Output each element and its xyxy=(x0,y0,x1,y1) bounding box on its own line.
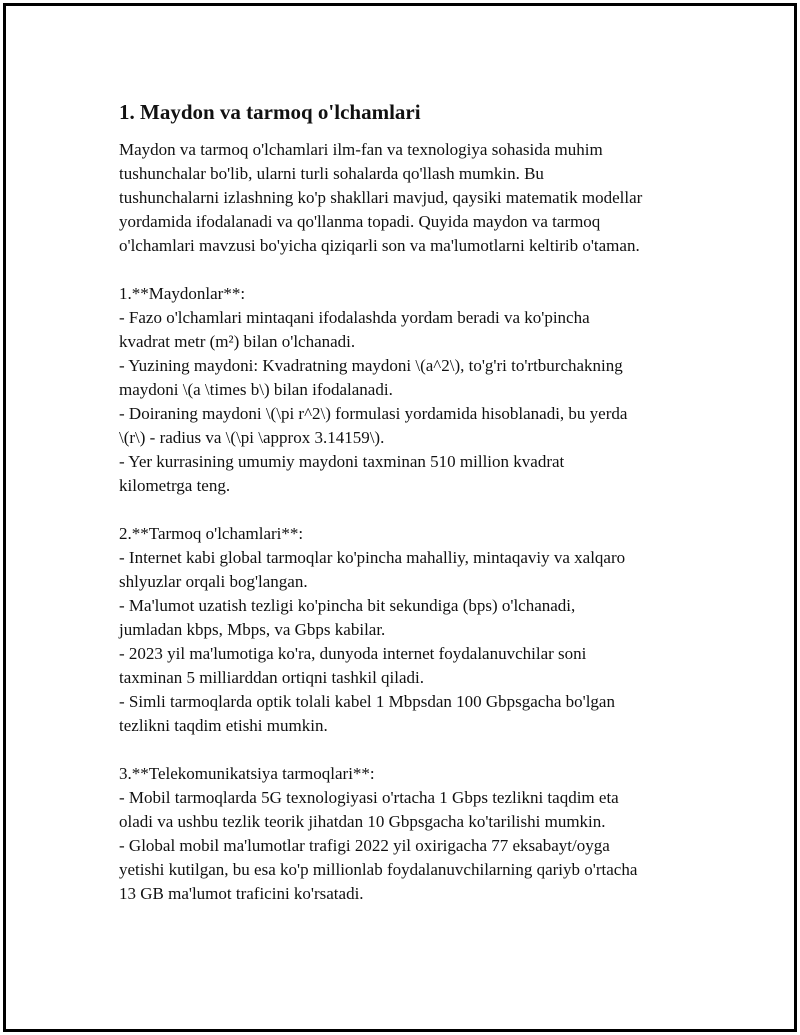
spacer xyxy=(119,258,699,282)
section-title-telekom: 3.**Telekomunikatsiya tarmoqlari**: xyxy=(119,764,375,783)
document-page xyxy=(3,3,797,1032)
spacer xyxy=(119,498,699,522)
section-title-maydonlar: 1.**Maydonlar**: xyxy=(119,284,246,303)
section-body-telekom: - Mobil tarmoqlarda 5G texnologiyasi o'rtacha 1 Gbps tezlikni taqdim eta oladi va ushbu tezlik teorik jihatdan 10 Gbpsgacha ko'tarilishi mumkin. - Global mobil ma'lumotlar trafigi 2022 yil oxirigacha 77 eksabayt/oyga yetishi kutilgan, bu esa ko'p millionlab foydalanuvchilarning qariyb o'rtacha 13 GB ma'lumot traficini ko'rsatadi. xyxy=(119,788,638,903)
section-title-tarmoq: 2.**Tarmoq o'lchamlari**: xyxy=(119,524,304,543)
intro-paragraph: Maydon va tarmoq o'lchamlari ilm-fan va texnologiya sohasida muhim tushunchalar bo'lib, ularni turli sohalarda qo'llash mumkin. Bu tushunchalarni izlashning ko'p shakllari mavjud, qaysiki matematik modellar yordamida ifodalanadi va qo'llanma topadi. Quyida maydon va tarmoq o'lchamlari mavzusi bo'yicha qiziqarli son va ma'lumotlarni keltirib o'taman. xyxy=(119,140,643,255)
document-content xyxy=(119,98,699,906)
spacer xyxy=(119,738,699,762)
section-body-tarmoq: - Internet kabi global tarmoqlar ko'pincha mahalliy, mintaqaviy va xalqaro shlyuzlar orqali bog'langan. - Ma'lumot uzatish tezligi ko'pincha bit sekundiga (bps) o'lchanadi, jumladan kbps, Mbps, va Gbps kabilar. - 2023 yil ma'lumotiga ko'ra, dunyoda internet foydalanuvchilar soni taxminan 5 milliarddan ortiqni tashkil qiladi. - Simli tarmoqlarda optik tolali kabel 1 Mbpsdan 100 Gbpsgacha bo'lgan tezlikni taqdim etishi mumkin. xyxy=(119,548,626,735)
document-heading: 1. Maydon va tarmoq o'lchamlari xyxy=(119,100,421,124)
section-body-maydonlar: - Fazo o'lchamlari mintaqani ifodalashda yordam beradi va ko'pincha kvadrat metr (m²) bilan o'lchanadi. - Yuzining maydoni: Kvadratning maydoni \(a^2\), to'g'ri to'rtburchakning maydoni \(a \times b\) bilan ifodalanadi. - Doiraning maydoni \(\pi r^2\) formulasi yordamida hisoblanadi, bu yerda \(r\) - radius va \(\pi \approx 3.14159\). - Yer kurrasining umumiy maydoni taxminan 510 million kvadrat kilometrga teng. xyxy=(119,308,628,495)
